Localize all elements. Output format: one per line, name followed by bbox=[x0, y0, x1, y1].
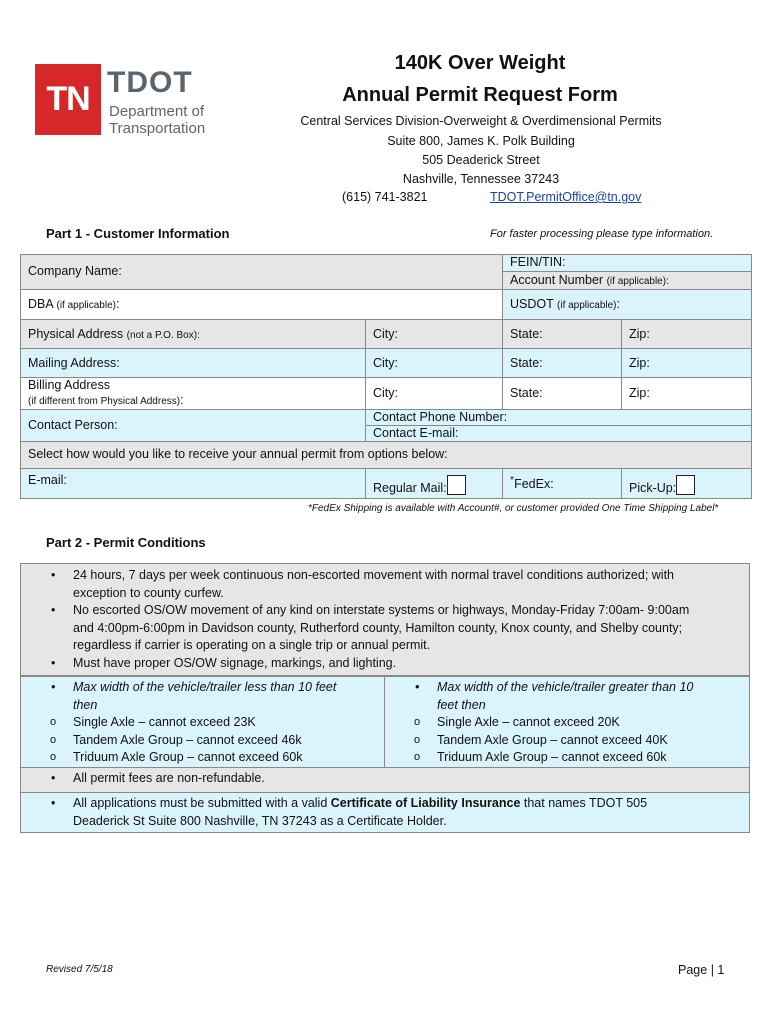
contact-email-field[interactable] bbox=[366, 426, 752, 442]
part1-note: For faster processing please type information. bbox=[490, 228, 714, 240]
left-heading bbox=[21, 679, 384, 714]
pickup-checkbox[interactable] bbox=[676, 475, 695, 495]
condition-2-line3: regardless if carrier is operating on a single trip or annual permit. bbox=[73, 638, 431, 652]
right-limit-item: o Tandem Axle Group – cannot exceed 40K bbox=[385, 732, 749, 750]
pickup-option bbox=[622, 469, 752, 499]
page-num: 1 bbox=[717, 963, 725, 977]
billing-address-note: (if different from Physical Address) bbox=[28, 396, 181, 407]
right-limit-item: o Single Axle – cannot exceed 20K bbox=[385, 714, 749, 732]
contact-person-field[interactable] bbox=[21, 410, 366, 442]
fees-box bbox=[20, 768, 750, 793]
page-number bbox=[678, 963, 724, 977]
fein-field[interactable] bbox=[503, 255, 752, 272]
left-limit-item: o Tandem Axle Group – cannot exceed 46k bbox=[21, 732, 384, 750]
usdot-colon: : bbox=[616, 297, 620, 311]
left-heading-line1: • Max width of the vehicle/trailer less than 10 feet bbox=[73, 680, 337, 694]
revised-date: Revised 7/5/18 bbox=[46, 964, 113, 975]
condition-1-line1: • 24 hours, 7 days per week continuous non-escorted movement with normal travel conditions authorized; with bbox=[73, 568, 675, 582]
left-limit-item: o Single Axle – cannot exceed 23K bbox=[21, 714, 384, 732]
fedex-option bbox=[503, 469, 622, 499]
logo-dept-line2: Transportation bbox=[109, 120, 206, 137]
right-heading-line1: • Max width of the vehicle/trailer greater than 10 bbox=[437, 680, 694, 694]
zip-label: Zip: bbox=[629, 386, 650, 400]
insurance-box bbox=[20, 793, 750, 833]
logo-divider bbox=[101, 64, 103, 135]
insurance-text-post: that names TDOT 505 bbox=[520, 796, 648, 810]
dba-label: DBA bbox=[28, 297, 54, 311]
office-email-link[interactable]: TDOT.PermitOffice@tn.gov bbox=[490, 190, 642, 204]
mailing-address-label: Mailing Address: bbox=[28, 356, 120, 370]
state-label: State: bbox=[510, 386, 543, 400]
contact-phone-field[interactable] bbox=[366, 410, 752, 426]
regular-mail-checkbox[interactable] bbox=[447, 475, 466, 495]
left-limit-item: o Triduum Axle Group – cannot exceed 60k bbox=[21, 749, 384, 767]
dba-note: (if applicable) bbox=[56, 300, 116, 311]
tn-logo-badge bbox=[35, 64, 101, 135]
billing-state-field[interactable] bbox=[503, 378, 622, 410]
zip-label: Zip: bbox=[629, 356, 650, 370]
fees-condition: • All permit fees are non-refundable. bbox=[21, 770, 749, 788]
email-option-label: E-mail: bbox=[28, 473, 67, 487]
zip-label: Zip: bbox=[629, 327, 650, 341]
physical-address-note: (not a P.O. Box): bbox=[126, 330, 200, 341]
division-name: Central Services Division-Overweight & Overdimensional Permits bbox=[300, 114, 662, 128]
left-heading-line2: then bbox=[73, 697, 98, 712]
account-number-note: (if applicable): bbox=[606, 276, 669, 287]
usdot-field[interactable] bbox=[503, 290, 752, 320]
part2-title: Part 2 - Permit Conditions bbox=[46, 535, 206, 550]
dba-colon: : bbox=[115, 297, 120, 311]
logo-abbr: TN bbox=[46, 80, 90, 118]
fedex-label: FedEx: bbox=[514, 477, 554, 492]
usdot-note: (if applicable) bbox=[557, 300, 617, 311]
address-street: 505 Deaderick Street bbox=[422, 153, 540, 167]
logo-org: TDOT bbox=[107, 66, 193, 99]
city-label: City: bbox=[373, 327, 398, 341]
state-label: State: bbox=[510, 327, 543, 341]
logo-dept bbox=[109, 103, 205, 137]
physical-address-field[interactable] bbox=[21, 320, 366, 349]
receive-options-instruction bbox=[21, 442, 752, 469]
logo-dept-line1: Department of bbox=[109, 103, 205, 120]
billing-colon: : bbox=[180, 393, 184, 407]
company-name-field[interactable] bbox=[21, 255, 503, 290]
city-label: City: bbox=[373, 356, 398, 370]
billing-address-field[interactable] bbox=[21, 378, 366, 410]
mailing-state-field[interactable] bbox=[503, 349, 622, 378]
width-less-than-10-box bbox=[20, 676, 385, 768]
insurance-certificate-term: Certificate of Liability Insurance bbox=[330, 796, 521, 810]
fedex-note: *FedEx Shipping is available with Account#, or customer provided One Time Shipping Label* bbox=[308, 503, 719, 514]
insurance-line2: Deaderick St Suite 800 Nashville, TN 37243 as a Certificate Holder. bbox=[73, 813, 447, 828]
condition-item bbox=[21, 655, 749, 673]
address-city: Nashville, Tennessee 37243 bbox=[402, 172, 560, 186]
width-greater-than-10-box bbox=[385, 676, 750, 768]
physical-state-field[interactable] bbox=[503, 320, 622, 349]
fein-label: FEIN/TIN: bbox=[510, 255, 566, 269]
form-title-line2: Annual Permit Request Form bbox=[342, 84, 618, 106]
regular-mail-option bbox=[366, 469, 503, 499]
condition-item bbox=[21, 602, 749, 655]
insurance-text-pre: All applications must be submitted with a valid bbox=[73, 796, 331, 810]
condition-2-line2: and 4:00pm-6:00pm in Davidson county, Rutherford county, Hamilton county, Knox county, and Shelby county; bbox=[73, 620, 683, 635]
page-label: Page bbox=[678, 963, 708, 977]
address-suite: Suite 800, James K. Polk Building bbox=[387, 134, 575, 148]
right-heading bbox=[385, 679, 749, 714]
contact-phone-label: Contact Phone Number: bbox=[373, 410, 508, 424]
physical-zip-field[interactable] bbox=[622, 320, 752, 349]
pickup-label: Pick-Up: bbox=[629, 481, 677, 495]
contact-person-label: Contact Person: bbox=[28, 418, 118, 432]
physical-address-label: Physical Address bbox=[28, 327, 124, 341]
mailing-address-field[interactable] bbox=[21, 349, 366, 378]
fedex-asterisk: * bbox=[510, 475, 515, 486]
contact-email-label: Contact E-mail: bbox=[373, 426, 459, 440]
receive-options-text: Select how would you like to receive your annual permit from options below: bbox=[28, 447, 448, 461]
regular-mail-label: Regular Mail: bbox=[373, 481, 447, 495]
account-number-label: Account Number bbox=[510, 273, 604, 287]
conditions-box bbox=[20, 563, 750, 676]
company-name-label: Company Name: bbox=[28, 264, 122, 278]
part1-title: Part 1 - Customer Information bbox=[46, 226, 230, 241]
city-label: City: bbox=[373, 386, 398, 400]
condition-2-line1: • No escorted OS/OW movement of any kind on interstate systems or highways, Monday-Friday 7:00am- 9:00am bbox=[73, 603, 690, 617]
state-label: State: bbox=[510, 356, 543, 370]
mailing-city-field[interactable] bbox=[366, 349, 503, 378]
dba-field[interactable] bbox=[21, 290, 503, 320]
condition-3-line1: • Must have proper OS/OW signage, markings, and lighting. bbox=[73, 655, 397, 670]
page-separator: | bbox=[710, 963, 714, 977]
customer-info-table bbox=[20, 254, 752, 499]
email-option-field[interactable] bbox=[21, 469, 366, 499]
billing-city-field[interactable] bbox=[366, 378, 503, 410]
mailing-zip-field[interactable] bbox=[622, 349, 752, 378]
right-limit-item: o Triduum Axle Group – cannot exceed 60k bbox=[385, 749, 749, 767]
account-number-field[interactable] bbox=[503, 272, 752, 290]
physical-city-field[interactable] bbox=[366, 320, 503, 349]
billing-address-label: Billing Address bbox=[28, 378, 110, 392]
billing-zip-field[interactable] bbox=[622, 378, 752, 410]
form-title-line1: 140K Over Weight bbox=[394, 52, 566, 74]
office-phone: (615) 741-3821 bbox=[342, 190, 428, 204]
right-heading-line2: feet then bbox=[437, 697, 486, 712]
insurance-condition bbox=[21, 795, 749, 830]
condition-1-line2: exception to county curfew. bbox=[73, 585, 224, 600]
usdot-label: USDOT bbox=[510, 297, 554, 311]
condition-item bbox=[21, 567, 749, 602]
